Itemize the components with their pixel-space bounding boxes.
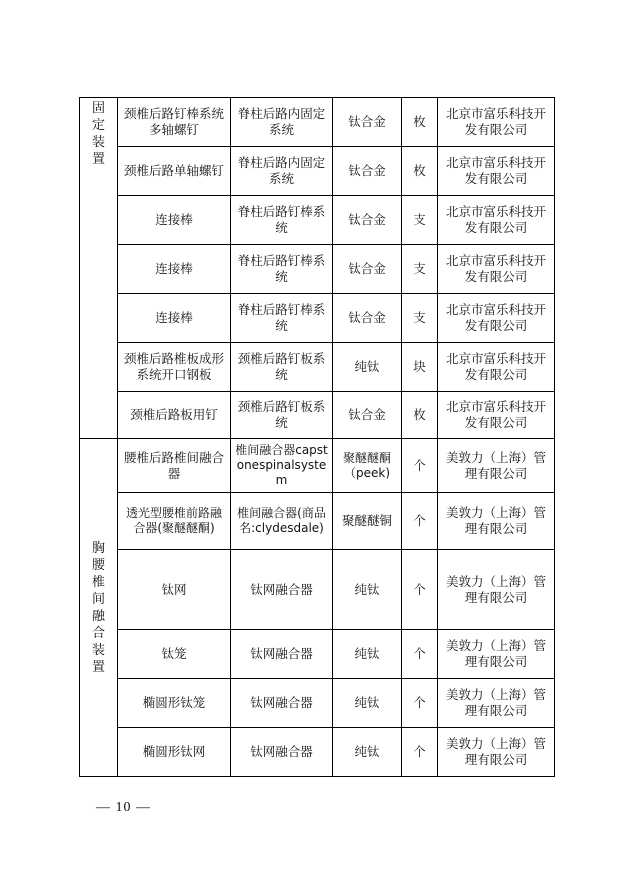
table-row: [80, 98, 555, 147]
unit: 个: [402, 630, 438, 679]
table-row: [80, 245, 555, 294]
company: 北京市富乐科技开发有限公司: [438, 98, 555, 147]
material: 聚醚醚铜: [333, 493, 402, 550]
device-name: 颈椎后路板用钉: [118, 392, 231, 439]
company: 美敦力（上海）管理有限公司: [438, 439, 555, 493]
product-name: 颈椎后路钉板系统: [231, 392, 333, 439]
product-name: 钛网融合器: [231, 679, 333, 728]
device-name: 钛网: [118, 550, 231, 630]
table-row: [80, 679, 555, 728]
unit: 枚: [402, 392, 438, 439]
company: 北京市富乐科技开发有限公司: [438, 294, 555, 343]
table-row: [80, 147, 555, 196]
company: 北京市富乐科技开发有限公司: [438, 147, 555, 196]
table-row: [80, 392, 555, 439]
table-row: [80, 728, 555, 777]
company: 美敦力（上海）管理有限公司: [438, 630, 555, 679]
device-name: 连接棒: [118, 245, 231, 294]
product-name: 脊柱后路内固定系统: [231, 98, 333, 147]
product-name: 钛网融合器: [231, 728, 333, 777]
company: 北京市富乐科技开发有限公司: [438, 343, 555, 392]
table-row: [80, 630, 555, 679]
material: 钛合金: [333, 147, 402, 196]
product-name: 钛网融合器: [231, 630, 333, 679]
device-name: 椭圆形钛笼: [118, 679, 231, 728]
unit: 枚: [402, 98, 438, 147]
product-name: 钛网融合器: [231, 550, 333, 630]
product-name: 颈椎后路钉板系统: [231, 343, 333, 392]
material: 钛合金: [333, 196, 402, 245]
unit: 个: [402, 679, 438, 728]
device-name: 连接棒: [118, 196, 231, 245]
table-row: [80, 294, 555, 343]
unit: 支: [402, 294, 438, 343]
product-name: 脊柱后路内固定系统: [231, 147, 333, 196]
product-name: 脊柱后路钉棒系统: [231, 196, 333, 245]
material: 聚醚醚酮（peek): [333, 439, 402, 493]
company: 美敦力（上海）管理有限公司: [438, 493, 555, 550]
material: 钛合金: [333, 98, 402, 147]
material: 纯钛: [333, 728, 402, 777]
table-row: [80, 439, 555, 493]
device-name: 椭圆形钛网: [118, 728, 231, 777]
product-name: 椎间融合器capstonespinalsystem: [231, 439, 333, 493]
table-row: [80, 343, 555, 392]
unit: 个: [402, 493, 438, 550]
device-name: 颈椎后路椎板成形系统开口钢板: [118, 343, 231, 392]
product-name: 椎间融合器(商品名:clydesdale): [231, 493, 333, 550]
unit: 支: [402, 196, 438, 245]
material: 纯钛: [333, 679, 402, 728]
product-name: 脊柱后路钉棒系统: [231, 294, 333, 343]
unit: 支: [402, 245, 438, 294]
company: 北京市富乐科技开发有限公司: [438, 392, 555, 439]
unit: 个: [402, 728, 438, 777]
company: 美敦力（上海）管理有限公司: [438, 679, 555, 728]
company: 美敦力（上海）管理有限公司: [438, 550, 555, 630]
material: 纯钛: [333, 550, 402, 630]
device-name: 透光型腰椎前路融合器(聚醚醚酮): [118, 493, 231, 550]
material: 钛合金: [333, 245, 402, 294]
device-name: 钛笼: [118, 630, 231, 679]
category-cell: 固定装置: [80, 98, 118, 439]
device-name: 颈椎后路钉棒系统多轴螺钉: [118, 98, 231, 147]
device-name: 腰椎后路椎间融合器: [118, 439, 231, 493]
table-row: [80, 196, 555, 245]
product-name: 脊柱后路钉棒系统: [231, 245, 333, 294]
material: 纯钛: [333, 630, 402, 679]
material: 纯钛: [333, 343, 402, 392]
page-number: — 10 —: [96, 800, 151, 815]
table-row: [80, 493, 555, 550]
company: 美敦力（上海）管理有限公司: [438, 728, 555, 777]
unit: 枚: [402, 147, 438, 196]
unit: 个: [402, 439, 438, 493]
device-name: 连接棒: [118, 294, 231, 343]
device-name: 颈椎后路单轴螺钉: [118, 147, 231, 196]
table-row: [80, 550, 555, 630]
category-cell: 胸腰椎间融合装置: [80, 439, 118, 777]
material: 钛合金: [333, 392, 402, 439]
unit: 个: [402, 550, 438, 630]
device-table: [79, 97, 555, 777]
unit: 块: [402, 343, 438, 392]
material: 钛合金: [333, 294, 402, 343]
company: 北京市富乐科技开发有限公司: [438, 196, 555, 245]
company: 北京市富乐科技开发有限公司: [438, 245, 555, 294]
